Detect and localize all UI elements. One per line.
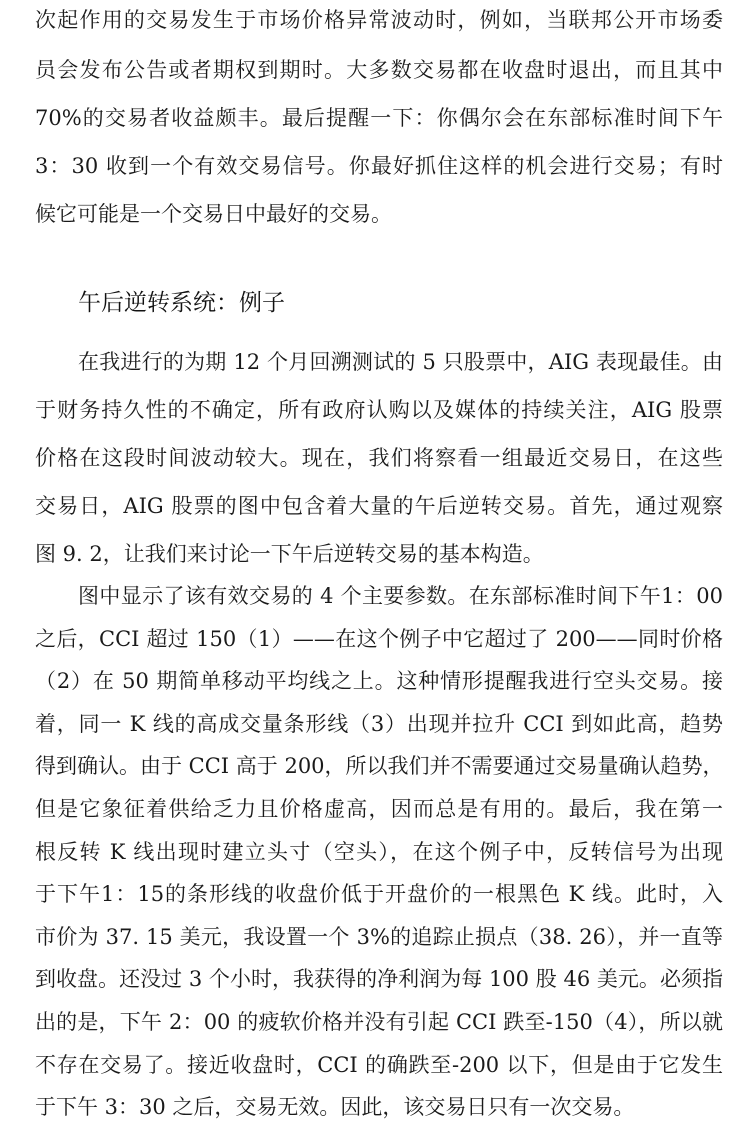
text-line: 价格在这段时间波动较大。现在，我们将察看一组最近交易日，在这些 xyxy=(35,446,723,470)
text-line: 出的是，下午 2：00 的疲软价格并没有引起 CCI 跌至-150（4），所以就 xyxy=(35,1010,723,1034)
text-line: 不存在交易了。接近收盘时，CCI 的确跌至-200 以下，但是由于它发生 xyxy=(35,1052,723,1077)
text-line: 着，同一 K 线的高成交量条形线（3）出现并拉升 CCI 到如此高，趋势 xyxy=(35,711,723,736)
text-line: 得到确认。由于 CCI 高于 200，所以我们并不需要通过交易量确认趋势， xyxy=(35,754,724,779)
text-line: 于下午1：15的条形线的收盘价低于开盘价的一根黑色 K 线。此时，入 xyxy=(35,882,723,907)
text-line: 图 9. 2，让我们来讨论一下午后逆转交易的基本构造。 xyxy=(35,542,544,566)
text-line: （2）在 50 期简单移动平均线之上。这种情形提醒我进行空头交易。接 xyxy=(35,669,723,694)
text-line: 但是它象征着供给乏力且价格虚高，因而总是有用的。最后，我在第一 xyxy=(35,797,723,821)
text-line: 之后，CCI 超过 150（1）——在这个例子中它超过了 200——同时价格 xyxy=(35,626,723,651)
text-line: 于财务持久性的不确定，所有政府认购以及媒体的持续关注，AIG 股票 xyxy=(35,398,723,422)
text-line: 70%的交易者收益颇丰。最后提醒一下：你偶尔会在东部标准时间下午 xyxy=(35,106,723,130)
text-line: 市价为 37. 15 美元，我设置一个 3%的追踪止损点（38. 26），并一直等 xyxy=(35,924,723,949)
text-line: 图中显示了该有效交易的 4 个主要参数。在东部标准时间下午1：00 xyxy=(78,584,723,608)
text-line: 次起作用的交易发生于市场价格异常波动时，例如，当联邦公开市场委 xyxy=(35,8,723,32)
text-line: 根反转 K 线出现时建立头寸（空头），在这个例子中，反转信号为出现 xyxy=(35,839,723,864)
text-line: 员会发布公告或者期权到期时。大多数交易都在收盘时退出，而且其中 xyxy=(35,58,723,82)
text-line: 于下午 3：30 之后，交易无效。因此，该交易日只有一次交易。 xyxy=(35,1095,635,1120)
text-line: 3：30 收到一个有效交易信号。你最好抓住这样的机会进行交易；有时 xyxy=(35,154,723,178)
text-line: 交易日，AIG 股票的图中包含着大量的午后逆转交易。首先，通过观察 xyxy=(35,494,723,518)
text-line: 到收盘。还没过 3 个小时，我获得的净利润为每 100 股 46 美元。必须指 xyxy=(35,967,723,992)
text-line: 在我进行的为期 12 个月回溯测试的 5 只股票中，AIG 表现最佳。由 xyxy=(78,350,723,374)
section-heading: 午后逆转系统：例子 xyxy=(78,290,285,316)
text-line: 候它可能是一个交易日中最好的交易。 xyxy=(35,202,392,226)
